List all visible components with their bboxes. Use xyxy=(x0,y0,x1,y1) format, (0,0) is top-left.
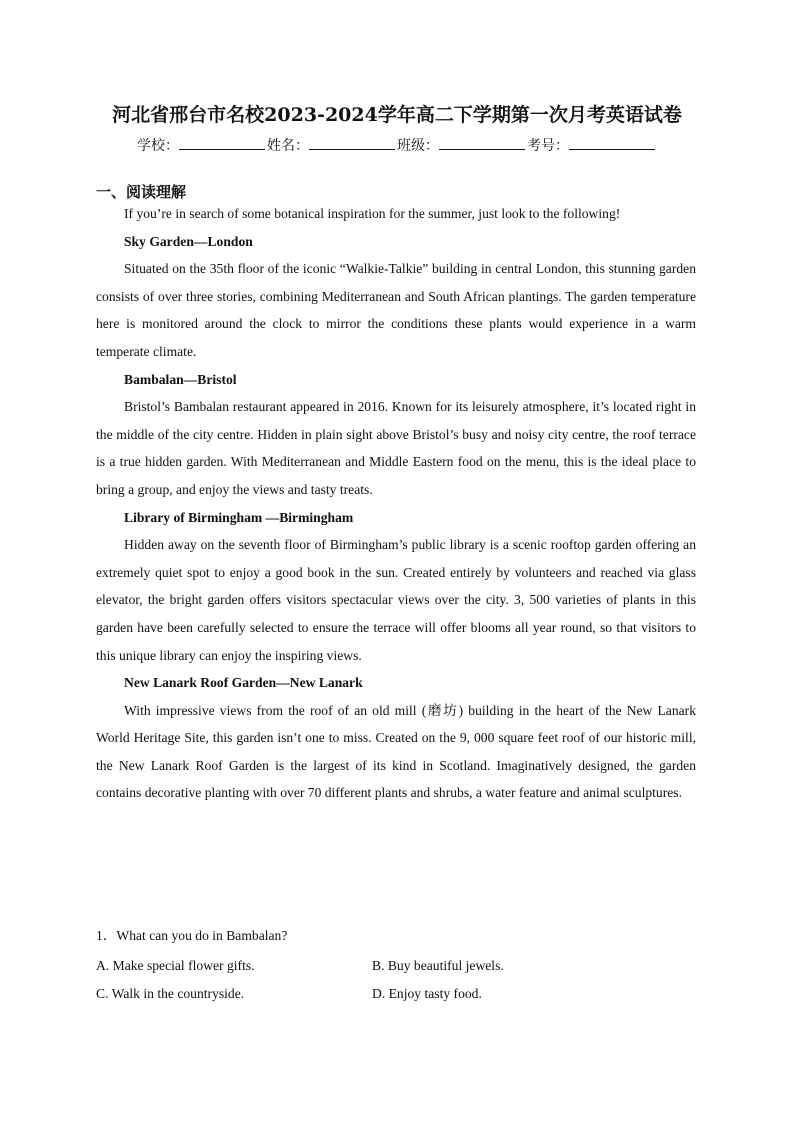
school-label: 学校： xyxy=(137,138,179,154)
garden-description: Bristol’s Bambalan restaurant appeared in 2016. Known for its leisurely atmosphere, it’s located right in the middle of the city centre. Hidden in plain sight above Bristol’s busy and noisy city centre, the roof terrace is a true hidden garden. With Mediterranean and Middle Eastern food on the menu, this is the ideal place to bring a group, and enjoy the views and tasty treats. xyxy=(96,399,696,497)
name-blank[interactable] xyxy=(309,137,395,150)
exam-number-field[interactable] xyxy=(527,135,657,155)
school-field[interactable] xyxy=(137,135,267,155)
name-label: 姓名： xyxy=(267,138,309,154)
page-title: 河北省邢台市名校2023-2024学年高二下学期第一次月考英语试卷 xyxy=(112,104,682,126)
name-field[interactable] xyxy=(267,135,397,155)
option-c[interactable]: C. Walk in the countryside. xyxy=(96,986,245,1001)
garden-heading: Library of Birmingham —Birmingham xyxy=(124,509,354,525)
garden-description: With impressive views from the roof of an old mill (磨坊) building in the heart of the New Lanark World Heritage Site, this garden isn’t one to miss. Created on the 9, 000 square feet roof of our historic mill, the New Lanark Roof Garden is the largest of its kind in Scotland. Imaginatively designed, the garden contains decorative planting with over 70 different plants and shrubs, a water feature and animal sculptures. xyxy=(96,702,696,801)
class-label: 班级： xyxy=(397,138,439,154)
class-field[interactable] xyxy=(397,135,527,155)
exam-number-label: 考号： xyxy=(527,138,569,154)
garden-description: Hidden away on the seventh floor of Birmingham’s public library is a scenic rooftop garden offering an extremely quiet spot to enjoy a good book in the sun. Created entirely by volunteers and reached via glass elevator, the bright garden offers visitors spectacular views over the city. 3, 500 varieties of plants in this garden have been carefully selected to ensure the terrace will offer blooms all year round, so that visitors to this unique library can enjoy the inspiring views. xyxy=(96,537,696,663)
garden-heading: New Lanark Roof Garden—New Lanark xyxy=(124,675,363,691)
reading-passage xyxy=(96,200,696,807)
school-blank[interactable] xyxy=(179,137,265,150)
garden-heading: Bambalan—Bristol xyxy=(124,371,237,387)
option-a[interactable]: A. Make special flower gifts. xyxy=(96,958,255,973)
question-stem: 1．What can you do in Bambalan? xyxy=(96,928,288,943)
option-d[interactable]: D. Enjoy tasty food. xyxy=(372,986,482,1001)
passage-intro: If you’re in search of some botanical inspiration for the summer, just look to the following! xyxy=(124,206,621,221)
option-b[interactable]: B. Buy beautiful jewels. xyxy=(372,958,504,973)
garden-description: Situated on the 35th floor of the iconic “Walkie-Talkie” building in central London, this stunning garden consists of over three stories, combining Mediterranean and South African plantings. The garden temperature here is monitored around the clock to mirror the conditions these plants would experience in a warm temperate climate. xyxy=(96,261,696,359)
student-info-fields xyxy=(0,135,794,155)
section-heading: 一、阅读理解 xyxy=(96,183,187,201)
exam-number-blank[interactable] xyxy=(569,137,655,150)
class-blank[interactable] xyxy=(439,137,525,150)
garden-heading: Sky Garden—London xyxy=(124,233,253,249)
